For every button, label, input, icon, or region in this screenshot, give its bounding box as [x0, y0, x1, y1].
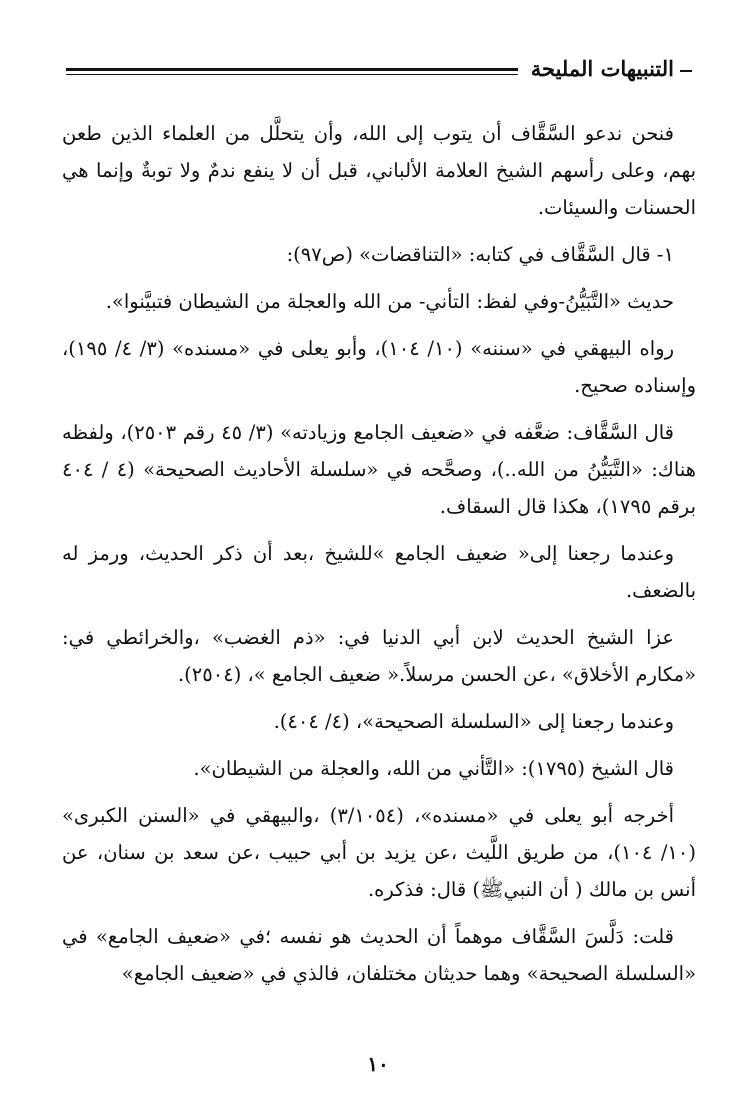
running-header-title: التنبيهات المليحة — [530, 56, 674, 81]
paragraph-10: أخرجه أبو يعلى في «مسنده»، (٣/١٠٥٤) ،والبيهقي في «السنن الكبرى» (١٠/ ١٠٤)، من طريق اللَّيث ،عن يزيد بن أبي حبيب ،عن سعد بن سنان، عن أنس بن مالك ( أن النبيﷺ) قال: فذكره. — [62, 804, 696, 901]
header-rule-thick — [66, 68, 518, 71]
paragraph-7: عزا الشيخ الحديث لابن أبي الدنيا في: «ذم الغضب» ،والخرائطي في: «مكارم الأخلاق» ،عن الحسن مرسلاً.« ضعيف الجامع »، (٢٥٠٤). — [62, 626, 696, 686]
paragraph-1: فنحن ندعو السَّقَّاف أن يتوب إلى الله، وأن يتحلَّل من العلماء الذين طعن بهم، وعلى رأسهم الشيخ العلامة الألباني، قبل أن لا ينفع ندمٌ ولا توبةٌ وإنما هي الحسنات والسيئات. — [62, 122, 696, 219]
page-body — [62, 115, 696, 1002]
paragraph-9: قال الشيخ (١٧٩٥): «التَّأني من الله، والعجلة من الشيطان». — [193, 757, 674, 780]
paragraph-11: قلت: دَلَّسَ السَّقَّاف موهماً أن الحديث هو نفسه ؛في «ضعيف الجامع» في «السلسلة الصحيحة» وهما حديثان مختلفان، فالذي في «ضعيف الجامع» — [62, 925, 696, 985]
paragraph-3: حديث «التَّبَيُّنُ-وفي لفظ: التأني- من الله والعجلة من الشيطان فتبيَّنوا». — [105, 290, 674, 313]
header-rule-thin — [66, 74, 518, 75]
paragraph-2: ١- قال السَّقَّاف في كتابه: «التناقضات» (ص٩٧): — [286, 243, 674, 266]
paragraph-8: وعندما رجعنا إلى «السلسلة الصحيحة»، (٤/ ٤٠٤). — [273, 710, 674, 733]
paragraph-6: وعندما رجعنا إلى« ضعيف الجامع »للشيخ ،بعد أن ذكر الحديث، ورمز له بالضعف. — [62, 542, 696, 602]
paragraph-4: رواه البيهقي في «سننه» (١٠/ ١٠٤)، وأبو يعلى في «مسنده» (٣/ ٤/ ١٩٥)، وإسناده صحيح. — [62, 337, 696, 397]
header-dash — [680, 70, 692, 72]
running-header — [66, 50, 692, 90]
page-number: ١٠ — [367, 1052, 389, 1076]
paragraph-5: قال السَّقَّاف: ضعَّفه في «ضعيف الجامع وزيادته» (٣/ ٤٥ رقم ٢٥٠٣)، ولفظه هناك: «التَّبَيُّنُ من الله..)، وصحَّحه في «سلسلة الأحاديث الصحيحة» (٤ / ٤٠٤ برقم ١٧٩٥)، هكذا قال السقاف. — [62, 421, 696, 518]
